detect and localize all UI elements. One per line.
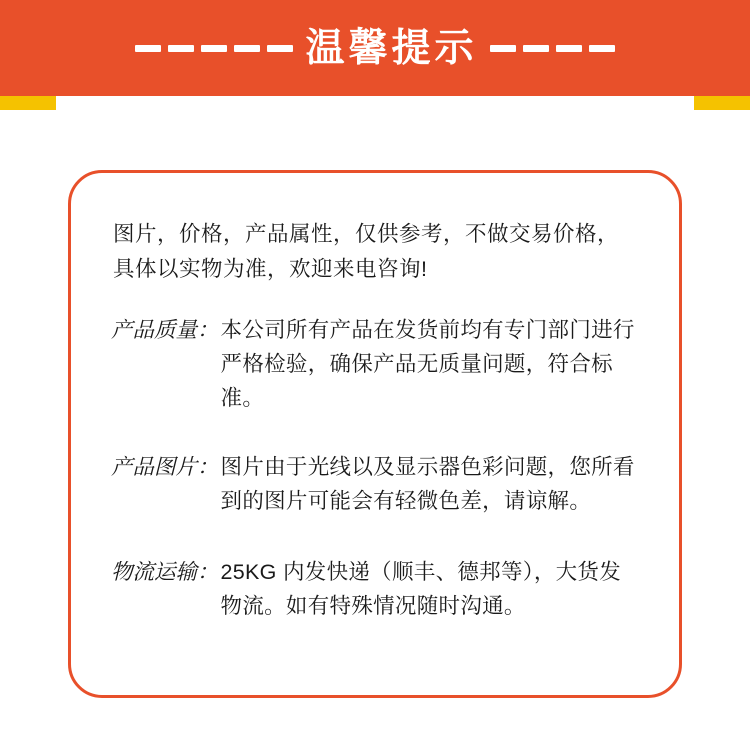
- dash-segment: [490, 45, 516, 52]
- notice-row-label: 产品图片：: [111, 454, 219, 479]
- notice-row-text: 本公司所有产品在发货前均有专门部门进行严格检验，确保产品无质量问题，符合标准。: [220, 317, 635, 411]
- accent-strip-right: [694, 96, 750, 110]
- notice-row-quality: [111, 313, 639, 416]
- left-dash-ornament: [135, 45, 293, 52]
- dash-segment: [234, 45, 260, 52]
- header-banner: [0, 0, 750, 96]
- dash-segment: [589, 45, 615, 52]
- accent-strip: [0, 96, 750, 110]
- accent-strip-left: [0, 96, 56, 110]
- notice-row-text: 25KG 内发快递（顺丰、德邦等），大货发物流。如有特殊情况随时沟通。: [220, 559, 622, 618]
- dash-segment: [556, 45, 582, 52]
- header-title-group: [135, 26, 614, 70]
- page-title: 温馨提示: [305, 26, 478, 70]
- dash-segment: [201, 45, 227, 52]
- dash-segment: [135, 45, 161, 52]
- dash-segment: [523, 45, 549, 52]
- dash-segment: [168, 45, 194, 52]
- notice-card: [68, 170, 682, 698]
- right-dash-ornament: [490, 45, 615, 52]
- notice-row-text: 图片由于光线以及显示器色彩问题，您所看到的图片可能会有轻微色差，请谅解。: [220, 454, 635, 514]
- notice-intro-text: 图片，价格，产品属性，仅供参考，不做交易价格，具体以实物为准，欢迎来电咨询!: [113, 222, 620, 281]
- notice-row-logistics: [111, 555, 639, 624]
- notice-row-photo: [111, 450, 639, 519]
- notice-row-label: 产品质量：: [111, 317, 219, 342]
- notice-row-label: 物流运输：: [111, 559, 219, 584]
- dash-segment: [267, 45, 293, 52]
- notice-card-wrapper: [68, 170, 682, 698]
